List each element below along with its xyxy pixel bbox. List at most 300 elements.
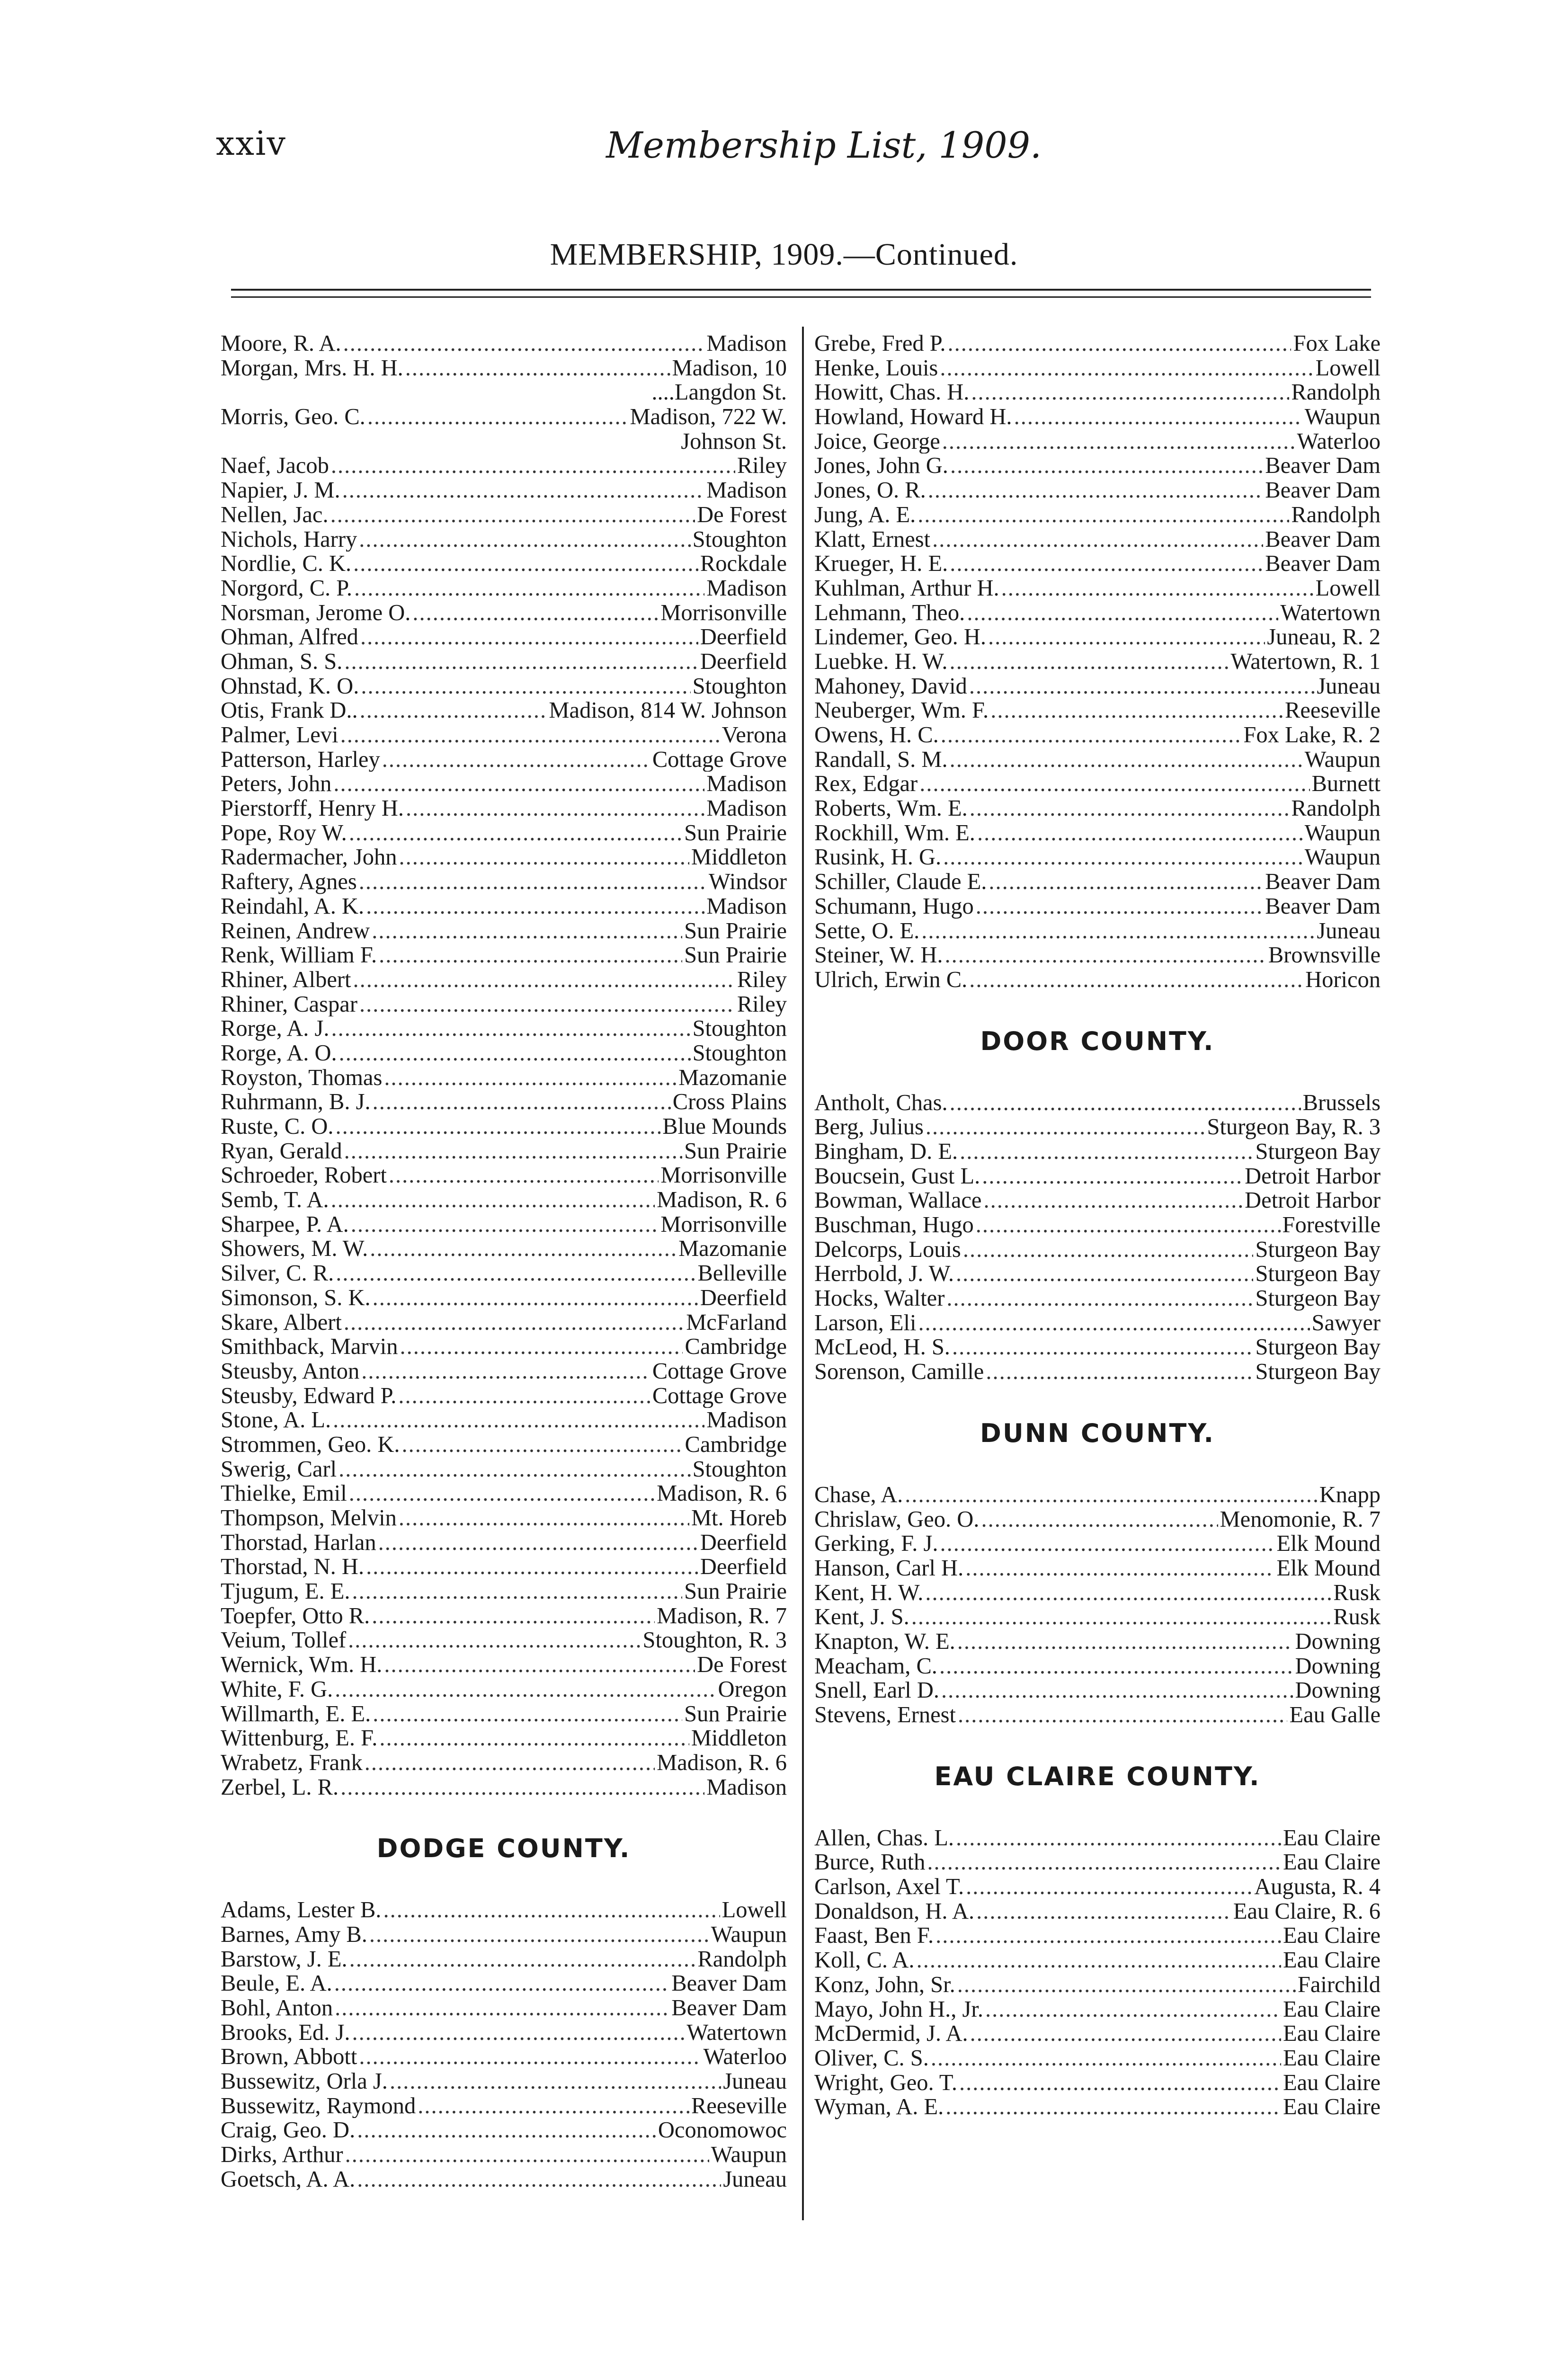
- member-name: Stone, A. L.: [221, 1408, 331, 1433]
- member-entry: [221, 992, 787, 1017]
- leader-dots: [931, 2046, 1281, 2071]
- leader-dots: [372, 1604, 655, 1628]
- member-name: Wyman, A. E.: [814, 2095, 944, 2119]
- member-entry: [221, 747, 787, 772]
- leader-dots: [352, 2020, 685, 2045]
- member-place: Johnson St.: [681, 428, 787, 454]
- member-place: Sun Prairie: [684, 918, 787, 943]
- leader-dots: [389, 1163, 659, 1188]
- member-place: Waterloo: [1297, 429, 1381, 454]
- member-entry: [221, 2069, 787, 2094]
- leader-dots: [956, 1826, 1281, 1851]
- member-entry: [221, 1261, 787, 1286]
- member-place: Elk Mound: [1276, 1556, 1381, 1581]
- member-name: Jones, O. R.: [814, 478, 926, 503]
- member-name: Rorge, A. J.: [221, 1016, 330, 1041]
- leader-dots: [957, 1629, 1293, 1654]
- member-name: Klatt, Ernest: [814, 527, 931, 552]
- member-entry: [221, 1947, 787, 1972]
- member-entry: [221, 1481, 787, 1506]
- leader-dots: [344, 1139, 682, 1164]
- leader-dots: [982, 1164, 1243, 1189]
- member-entry: [814, 1678, 1381, 1703]
- member-name: Ulrich, Erwin C.: [814, 967, 968, 992]
- member-entry: [814, 1164, 1381, 1189]
- member-entry: [814, 1335, 1381, 1360]
- leader-dots: [947, 331, 1291, 356]
- leader-dots: [349, 821, 682, 845]
- member-entry: [814, 674, 1381, 699]
- member-place: Madison, 814 W. Johnson: [549, 698, 787, 723]
- leader-dots: [989, 870, 1263, 894]
- member-name: Faast, Ben F.: [814, 1923, 934, 1949]
- member-entry: [814, 1188, 1381, 1213]
- member-entry: [814, 2021, 1381, 2046]
- header-rule-double: [231, 296, 1371, 298]
- leader-dots: [956, 1262, 1253, 1286]
- member-name: Snell, Earl D.: [814, 1678, 940, 1703]
- member-entry: [814, 454, 1381, 478]
- member-entry: [814, 478, 1381, 503]
- member-place: Knapp: [1319, 1482, 1381, 1507]
- member-entry: [221, 356, 787, 381]
- member-place: Randolph: [1291, 502, 1381, 527]
- leader-dots: [966, 1875, 1252, 1899]
- member-name: Peters, John: [221, 772, 332, 797]
- member-place: Eau Claire: [1283, 2021, 1381, 2046]
- leader-dots: [384, 1066, 677, 1090]
- member-entry: [221, 1653, 787, 1677]
- member-place: Beaver Dam: [671, 1996, 787, 2020]
- member-place: Madison, R. 6: [657, 1188, 787, 1212]
- member-place: Beaver Dam: [671, 1971, 787, 1996]
- leader-dots: [335, 1996, 669, 2020]
- leader-dots: [331, 1188, 655, 1212]
- member-name: White, F. G.: [221, 1677, 333, 1702]
- member-entry: [221, 1531, 787, 1555]
- member-name: Carlson, Axel T.: [814, 1875, 964, 1899]
- leader-dots: [400, 1335, 683, 1359]
- member-place: Randolph: [1291, 796, 1381, 821]
- member-name: Schumann, Hugo: [814, 894, 974, 919]
- member-place: Madison: [706, 478, 787, 503]
- member-name: Berg, Julius: [814, 1115, 924, 1139]
- member-place: Oregon: [718, 1677, 787, 1702]
- member-entry: [814, 1311, 1381, 1335]
- member-name: Palmer, Levi: [221, 723, 339, 747]
- member-place: Eau Claire: [1283, 1923, 1381, 1949]
- member-entry: [814, 1948, 1381, 1973]
- member-name: Pope, Roy W.: [221, 820, 347, 845]
- leader-dots: [330, 503, 695, 527]
- member-place: Madison: [706, 894, 787, 919]
- member-place: Eau Claire: [1283, 1825, 1381, 1851]
- member-place: Blue Mounds: [662, 1114, 787, 1139]
- member-place: Horicon: [1305, 967, 1381, 992]
- member-place: Oconomowoc: [658, 2118, 787, 2143]
- member-name: Brown, Abbott: [221, 2045, 357, 2070]
- leader-dots: [399, 1506, 689, 1531]
- member-place: Riley: [737, 454, 787, 479]
- member-entry: [221, 1702, 787, 1726]
- leader-dots: [373, 1702, 682, 1726]
- leader-dots: [941, 723, 1242, 747]
- member-place: Sturgeon Bay: [1255, 1335, 1381, 1360]
- page-number: xxiv: [216, 124, 286, 163]
- member-name: Larson, Eli: [814, 1310, 917, 1335]
- leader-dots: [950, 454, 1263, 478]
- leader-dots: [354, 576, 704, 601]
- leader-dots: [405, 356, 670, 381]
- member-place: Riley: [737, 967, 787, 992]
- leader-dots: [960, 1139, 1253, 1164]
- member-name: Owens, H. C.: [814, 723, 939, 747]
- leader-dots: [969, 674, 1315, 699]
- member-entry: [814, 943, 1381, 968]
- member-entry: [221, 919, 787, 943]
- member-entry: [221, 1971, 787, 1996]
- member-entry: [221, 1335, 787, 1359]
- leader-dots: [958, 1703, 1287, 1727]
- member-place: Juneau: [723, 2167, 787, 2192]
- member-name: Dirks, Arthur: [221, 2143, 343, 2167]
- member-entry: [221, 1604, 787, 1628]
- member-place: Cambridge: [685, 1335, 787, 1359]
- leader-dots: [342, 478, 705, 503]
- member-place: Waterloo: [703, 2045, 787, 2070]
- member-place: Stoughton: [692, 1016, 787, 1041]
- member-name: Chrislaw, Geo. O.: [814, 1507, 980, 1532]
- leader-dots: [334, 1971, 670, 1996]
- member-name: Pierstorff, Henry H.: [221, 796, 404, 821]
- member-place: Sun Prairie: [684, 1139, 787, 1164]
- member-place: Mazomanie: [678, 1237, 787, 1262]
- leader-dots: [926, 1115, 1205, 1139]
- member-entry: [814, 429, 1381, 454]
- leader-dots: [361, 674, 690, 699]
- member-entry: [221, 1066, 787, 1090]
- member-name: Thorstad, N. H.: [221, 1555, 365, 1580]
- leader-dots: [339, 1041, 691, 1066]
- member-entry: [814, 919, 1381, 943]
- leader-dots: [372, 919, 682, 943]
- member-name: Mahoney, David: [814, 674, 967, 699]
- member-entry: [814, 821, 1381, 845]
- leader-dots: [406, 796, 704, 821]
- member-entry: [221, 1922, 787, 1947]
- member-name: Morgan, Mrs. H. H.: [221, 356, 403, 381]
- leader-dots: [379, 943, 682, 968]
- member-place: Windsor: [708, 870, 787, 894]
- member-entry: [814, 1826, 1381, 1851]
- member-place: Eau Claire: [1283, 2070, 1381, 2095]
- leader-dots: [340, 1775, 704, 1800]
- leader-dots: [970, 2021, 1281, 2046]
- member-name: Thielke, Emil: [221, 1481, 347, 1506]
- member-place: De Forest: [697, 1653, 787, 1677]
- leader-dots: [976, 894, 1263, 919]
- member-place: Deerfield: [700, 1285, 787, 1310]
- member-entry: [221, 698, 787, 723]
- member-place: Deerfield: [700, 625, 787, 650]
- member-entry: [221, 1996, 787, 2020]
- member-place: Cottage Grove: [652, 1359, 787, 1384]
- member-place: Brussels: [1302, 1090, 1381, 1115]
- member-place: Madison: [706, 576, 787, 601]
- member-entry-continuation: [221, 380, 787, 405]
- member-name: Ruhrmann, B. J.: [221, 1090, 371, 1114]
- member-place: Beaver Dam: [1265, 478, 1381, 503]
- leader-dots: [981, 1507, 1218, 1532]
- leader-dots: [399, 845, 689, 870]
- member-name: Wittenburg, E. F.: [221, 1726, 378, 1751]
- member-entry: [221, 870, 787, 894]
- leader-dots: [402, 1433, 683, 1457]
- leader-dots: [945, 2095, 1281, 2119]
- member-place: Eau Claire: [1283, 1997, 1381, 2022]
- member-name: Napier, J. M.: [221, 478, 340, 503]
- leader-dots: [333, 772, 704, 796]
- member-entry: [814, 1875, 1381, 1899]
- leader-dots: [359, 992, 735, 1017]
- member-place: Belleville: [697, 1261, 787, 1286]
- leader-dots: [963, 1237, 1254, 1262]
- member-place: De Forest: [697, 502, 787, 527]
- member-entry: [814, 576, 1381, 601]
- member-place: Beaver Dam: [1265, 527, 1381, 552]
- leader-dots: [344, 650, 698, 674]
- member-place: Fox Lake, R. 2: [1243, 723, 1381, 747]
- member-name: Jung, A. E.: [814, 502, 916, 527]
- member-name: Bohl, Anton: [221, 1996, 333, 2020]
- left-column: [221, 331, 787, 2192]
- member-entry: [221, 2045, 787, 2069]
- leader-dots: [952, 1335, 1254, 1360]
- member-place: Morrisonville: [660, 600, 787, 625]
- leader-dots: [1001, 576, 1314, 601]
- member-entry: [814, 380, 1381, 405]
- member-place: Middleton: [691, 1726, 787, 1751]
- member-entry: [221, 1898, 787, 1922]
- member-place: Madison, 722 W.: [630, 405, 787, 429]
- member-place: Sun Prairie: [684, 943, 787, 968]
- member-place: Beaver Dam: [1265, 552, 1381, 576]
- member-entry: [814, 625, 1381, 650]
- leader-dots: [969, 968, 1303, 992]
- member-place: Cottage Grove: [652, 1383, 787, 1408]
- leader-dots: [965, 1556, 1274, 1581]
- member-entry: [814, 1213, 1381, 1237]
- member-place: Watertown: [686, 2020, 787, 2045]
- member-place: Madison: [706, 796, 787, 821]
- member-place: Sturgeon Bay: [1255, 1360, 1381, 1384]
- member-place: Forestville: [1282, 1213, 1381, 1237]
- leader-dots: [918, 1311, 1310, 1335]
- member-place: Middleton: [691, 845, 787, 870]
- member-entry: [814, 1507, 1381, 1532]
- member-place: Morrisonville: [660, 1163, 787, 1188]
- member-entry: [814, 1997, 1381, 2022]
- leader-dots: [353, 968, 735, 992]
- member-name: Willmarth, E. E.: [221, 1701, 371, 1726]
- leader-dots: [345, 2143, 709, 2167]
- member-place: Beaver Dam: [1265, 870, 1381, 894]
- member-name: Nichols, Harry: [221, 527, 357, 552]
- member-name: Nordlie, C. K.: [221, 552, 352, 576]
- member-entry: [814, 2071, 1381, 2095]
- member-name: Smithback, Marvin: [221, 1335, 398, 1359]
- leader-dots: [919, 772, 1310, 796]
- member-name: Rhiner, Albert: [221, 967, 351, 992]
- member-place: Madison, R. 7: [657, 1603, 787, 1628]
- leader-dots: [928, 478, 1263, 503]
- member-name: Buschman, Hugo: [814, 1213, 974, 1237]
- leader-dots: [378, 1531, 698, 1555]
- member-place: Burnett: [1311, 772, 1381, 797]
- member-name: Thorstad, Harlan: [221, 1530, 376, 1555]
- leader-dots: [335, 1677, 716, 1702]
- member-place: Madison: [706, 1775, 787, 1800]
- leader-dots: [343, 331, 705, 356]
- member-entry: [221, 1628, 787, 1653]
- member-entry: [221, 943, 787, 968]
- leader-dots: [359, 527, 690, 552]
- member-place: Waupun: [1304, 405, 1381, 429]
- member-entry: [814, 356, 1381, 381]
- member-entry: [814, 405, 1381, 429]
- member-name: Zerbel, L. R.: [221, 1775, 339, 1800]
- member-entry: [814, 2046, 1381, 2071]
- member-entry: [814, 1973, 1381, 1997]
- member-name: Showers, M. W.: [221, 1237, 368, 1262]
- member-place: Sturgeon Bay: [1255, 1237, 1381, 1262]
- member-entry: [221, 968, 787, 992]
- member-place: Menomonie, R. 7: [1220, 1507, 1381, 1532]
- member-place: Sun Prairie: [684, 820, 787, 845]
- leader-dots: [921, 919, 1315, 943]
- member-place: Rusk: [1333, 1605, 1381, 1629]
- member-place: Reeseville: [1284, 698, 1381, 723]
- column-divider: [802, 327, 804, 2220]
- member-place: Sun Prairie: [684, 1579, 787, 1604]
- member-name: Radermacher, John: [221, 845, 397, 870]
- member-name: Veium, Tollef: [221, 1628, 347, 1653]
- member-name: Ohman, S. S.: [221, 649, 343, 674]
- member-place: McFarland: [686, 1310, 787, 1335]
- member-name: Nellen, Jac.: [221, 502, 329, 527]
- member-entry: [221, 2143, 787, 2167]
- member-name: Ohman, Alfred: [221, 625, 358, 650]
- member-entry: [221, 1163, 787, 1188]
- member-name: Moore, R. A.: [221, 331, 341, 356]
- leader-dots: [905, 1483, 1317, 1507]
- member-place: Eau Claire, R. 6: [1233, 1899, 1381, 1924]
- member-name: Norgord, C. P.: [221, 576, 353, 601]
- member-entry: [221, 2118, 787, 2143]
- leader-dots: [360, 698, 547, 723]
- member-entry: [221, 674, 787, 699]
- member-name: Beule, E. A.: [221, 1971, 332, 1996]
- member-entry: [221, 478, 787, 503]
- member-entry: [221, 2020, 787, 2045]
- member-name: Lehmann, Theo.: [814, 600, 965, 625]
- member-place: Juneau: [1317, 674, 1381, 699]
- member-entry: [814, 1483, 1381, 1507]
- member-place: ....Langdon St.: [651, 380, 787, 405]
- member-place: Eau Claire: [1283, 2095, 1381, 2119]
- member-place: Waupun: [1304, 845, 1381, 870]
- member-name: Rusink, H. G.: [814, 845, 942, 870]
- member-name: Herrbold, J. W.: [814, 1262, 954, 1287]
- member-name: Schiller, Claude E.: [814, 870, 987, 894]
- member-name: Ohnstad, K. O.: [221, 674, 359, 699]
- member-name: Kuhlman, Arthur H.: [814, 576, 999, 601]
- member-entry: [221, 1090, 787, 1114]
- leader-dots: [357, 2118, 656, 2143]
- member-place: Madison: [706, 1408, 787, 1433]
- header-rule: [231, 289, 1371, 291]
- member-place: Reeseville: [691, 2093, 787, 2118]
- member-name: Howitt, Chas. H.: [814, 380, 970, 405]
- member-name: Goetsch, A. A.: [221, 2167, 356, 2192]
- member-entry: [221, 1726, 787, 1751]
- member-place: Fairchild: [1297, 1972, 1381, 1997]
- leader-dots: [939, 1654, 1293, 1679]
- member-place: Sturgeon Bay: [1255, 1286, 1381, 1311]
- eau-claire-county-heading: EAU CLAIRE COUNTY.: [934, 1761, 1261, 1791]
- leader-dots: [379, 1726, 689, 1751]
- leader-dots: [976, 1213, 1281, 1237]
- member-entry: [221, 1139, 787, 1164]
- member-name: Silver, C. R.: [221, 1261, 334, 1286]
- leader-dots: [977, 821, 1303, 845]
- member-entry: [221, 503, 787, 527]
- leader-dots: [412, 601, 659, 625]
- member-name: Strommen, Geo. K.: [221, 1432, 400, 1457]
- member-place: Verona: [722, 723, 787, 747]
- member-name: Semb, T. A.: [221, 1188, 329, 1212]
- member-place: Cambridge: [685, 1432, 787, 1457]
- member-entry: [814, 1654, 1381, 1679]
- leader-dots: [945, 943, 1266, 968]
- member-entry: [814, 1091, 1381, 1115]
- leader-dots: [941, 1678, 1293, 1703]
- member-entry: [814, 1286, 1381, 1311]
- member-name: Howland, Howard H.: [814, 405, 1012, 429]
- member-name: Steusby, Anton: [221, 1359, 360, 1384]
- member-name: Gerking, F. J.: [814, 1531, 938, 1556]
- member-entry: [221, 1359, 787, 1384]
- member-place: Watertown: [1280, 600, 1381, 625]
- member-entry: [221, 1555, 787, 1579]
- member-entry: [221, 1433, 787, 1457]
- member-entry: [814, 1923, 1381, 1948]
- leader-dots: [331, 454, 735, 478]
- member-name: Chase, A.: [814, 1482, 903, 1507]
- member-name: Steusby, Edward P.: [221, 1383, 397, 1408]
- member-entry: [221, 2167, 787, 2192]
- member-place: Cottage Grove: [652, 747, 787, 772]
- member-entry: [814, 1139, 1381, 1164]
- member-place: Downing: [1295, 1678, 1381, 1703]
- member-name: Otis, Frank D..: [221, 698, 358, 723]
- member-place: Waupun: [711, 2143, 787, 2167]
- member-name: Renk, William F.: [221, 943, 377, 968]
- member-name: Tjugum, E. E.: [221, 1579, 350, 1604]
- member-name: Kent, J. S.: [814, 1605, 909, 1629]
- leader-dots: [366, 894, 704, 919]
- member-name: Allen, Chas. L.: [814, 1825, 954, 1851]
